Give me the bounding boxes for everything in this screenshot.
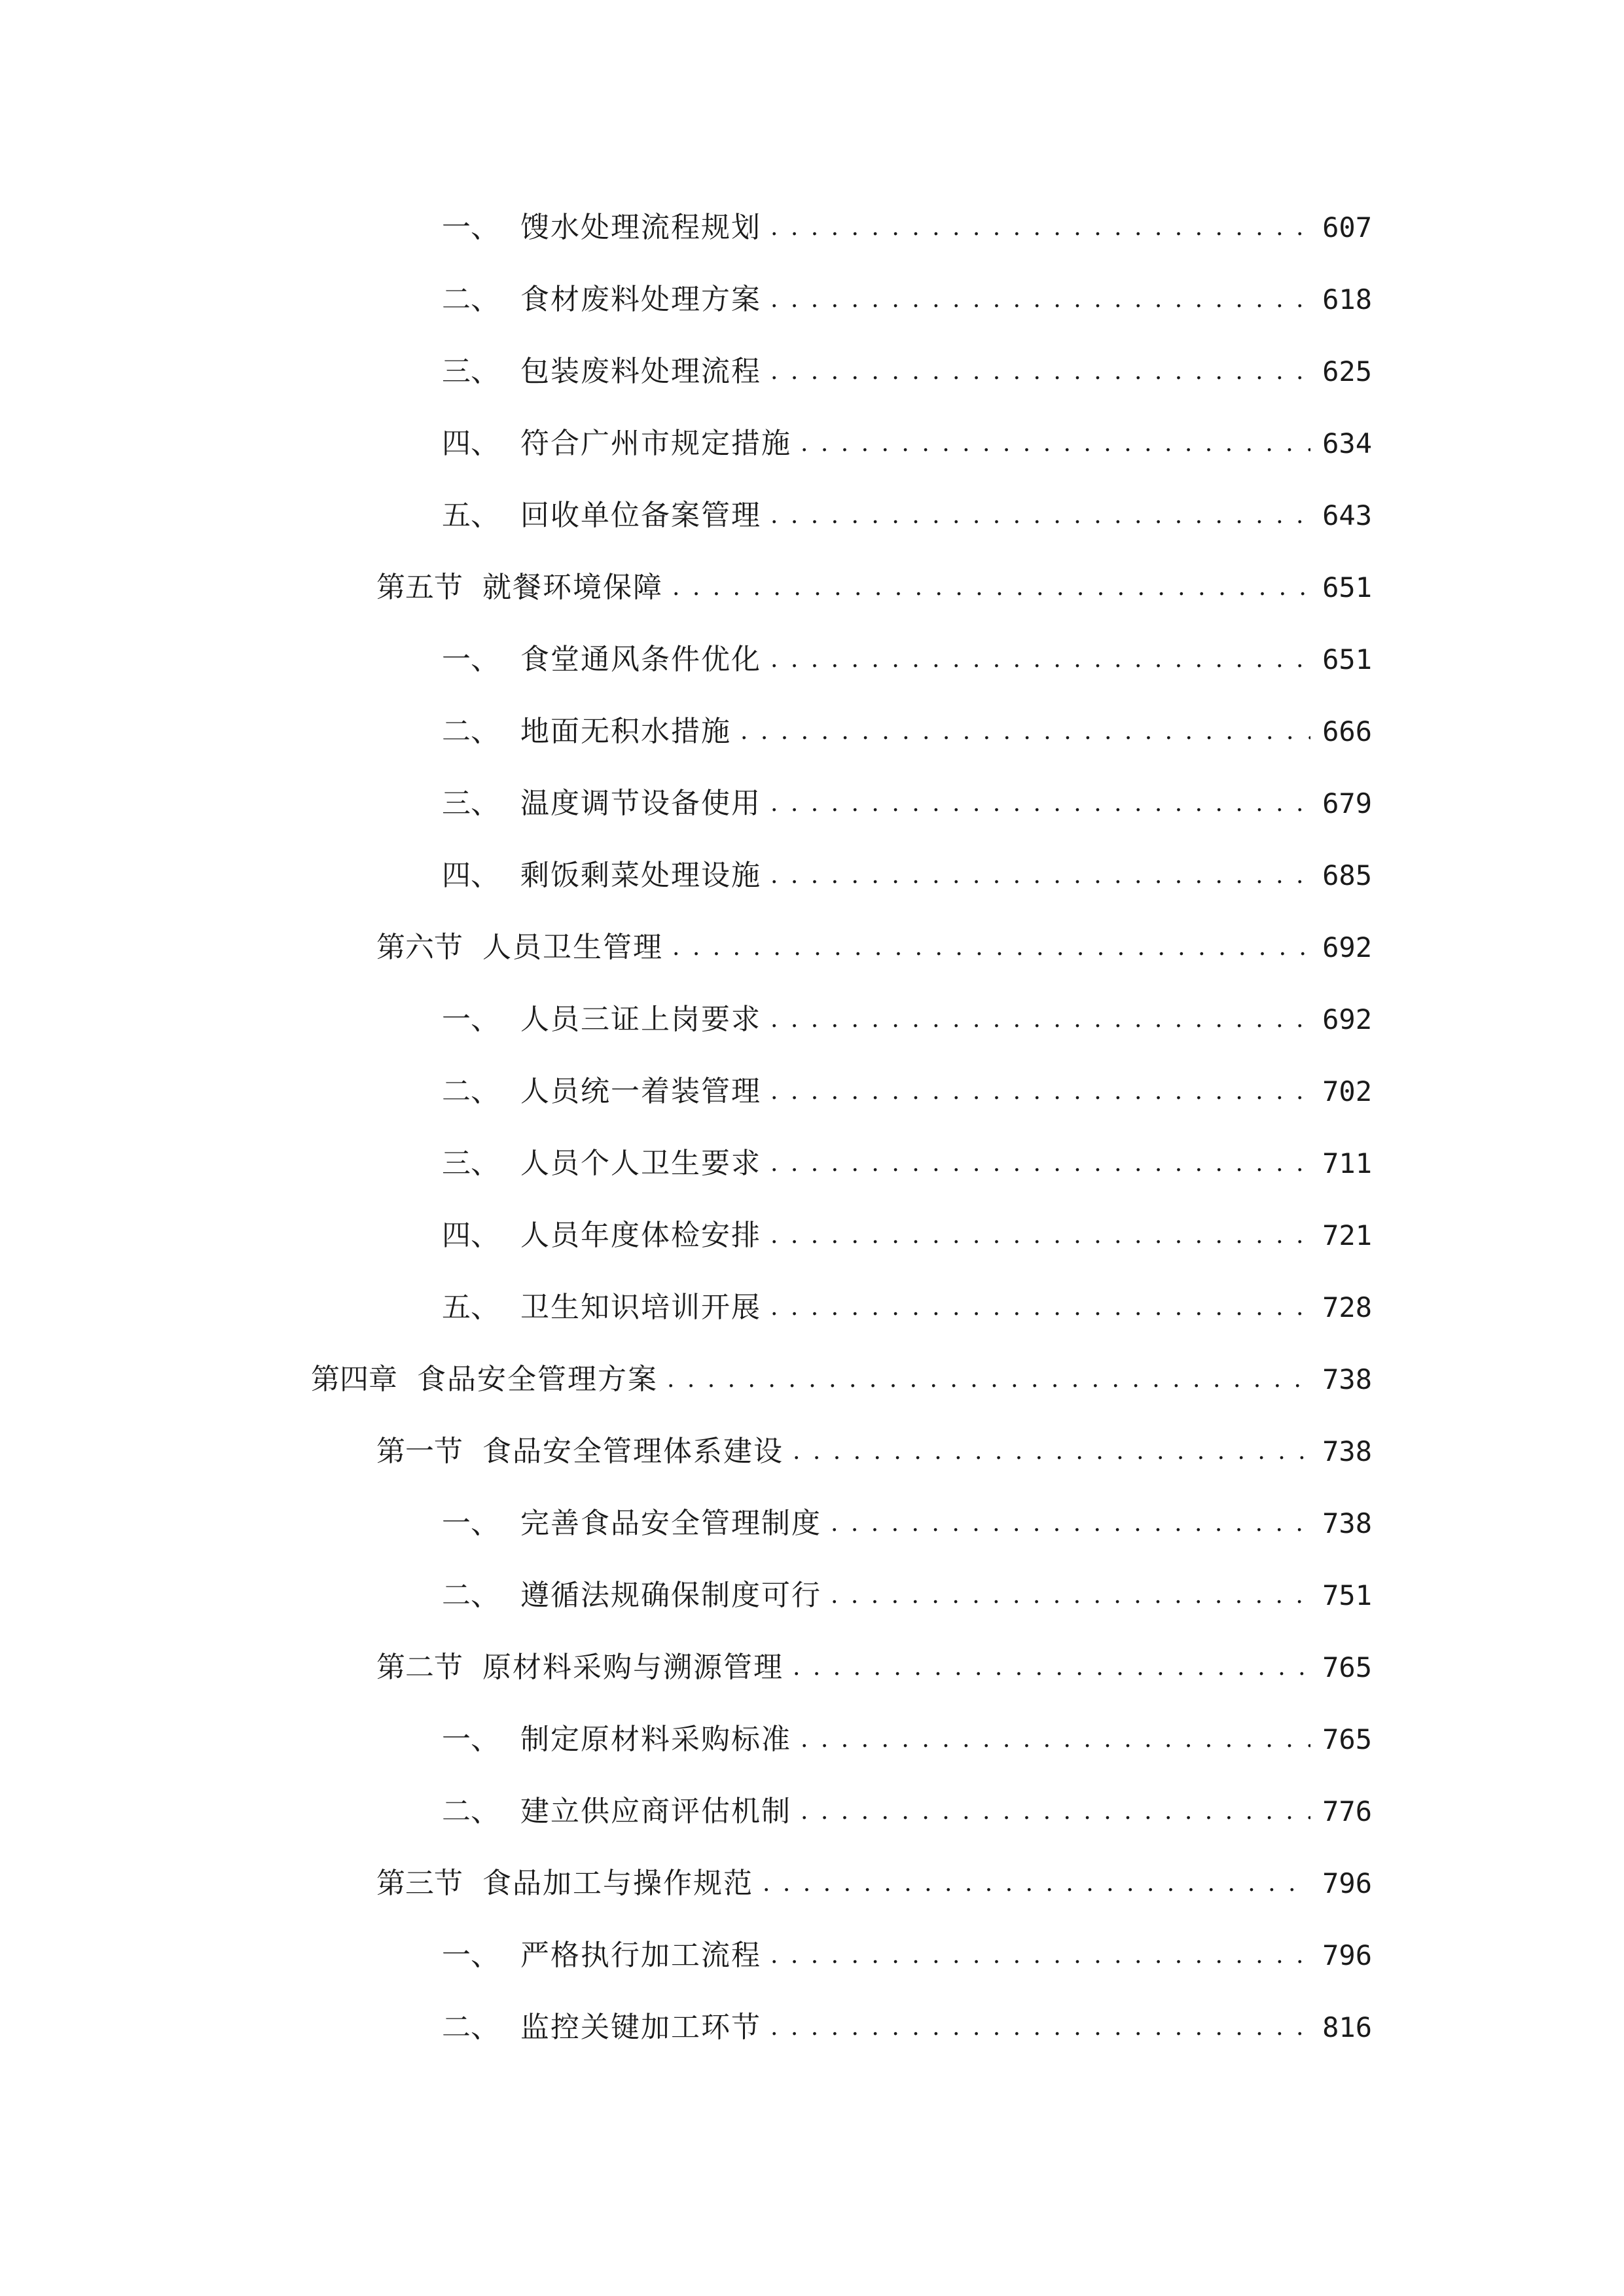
toc-section-entry[interactable] <box>376 1857 1372 1910</box>
dot-leader <box>801 1785 1310 1838</box>
toc-entry-title: 就餐环境保障 <box>482 571 663 604</box>
toc-entry-number: 一、 <box>442 211 499 244</box>
dot-leader <box>667 1354 1310 1406</box>
toc-entry[interactable] <box>442 490 1372 542</box>
toc-entry-title: 严格执行加工流程 <box>520 1939 761 1972</box>
toc-entry-number: 一、 <box>442 1723 499 1756</box>
toc-chapter-entry[interactable] <box>311 1354 1372 1406</box>
toc-entry-number: 第四章 <box>311 1363 397 1396</box>
toc-entry[interactable] <box>442 202 1372 254</box>
dot-leader <box>770 634 1310 686</box>
toc-entry[interactable] <box>442 1929 1372 1982</box>
toc-entry-number: 四、 <box>442 1219 499 1252</box>
dot-leader <box>770 274 1310 326</box>
toc-entry[interactable] <box>442 346 1372 398</box>
dot-leader <box>770 1138 1310 1190</box>
toc-entry-title: 地面无积水措施 <box>520 715 731 748</box>
dot-leader <box>831 1570 1310 1622</box>
toc-entry-number: 第一节 <box>376 1435 463 1468</box>
toc-entry[interactable] <box>442 418 1372 470</box>
toc-entry-number: 一、 <box>442 1507 499 1540</box>
toc-entry-title: 食材废料处理方案 <box>520 283 761 316</box>
toc-entry-number: 三、 <box>442 1147 499 1180</box>
toc-entry-number: 第六节 <box>376 931 463 964</box>
dot-leader <box>801 1713 1310 1766</box>
toc-entry-number: 五、 <box>442 1291 499 1324</box>
toc-entry-number: 二、 <box>442 1795 499 1828</box>
toc-entry[interactable] <box>442 1282 1372 1334</box>
dot-leader <box>770 994 1310 1046</box>
toc-entry-title: 食堂通风条件优化 <box>520 643 761 676</box>
dot-leader <box>672 922 1310 974</box>
toc-entry[interactable] <box>442 994 1372 1046</box>
toc-entry-title: 馊水处理流程规划 <box>520 211 761 244</box>
toc-entry-title: 回收单位备案管理 <box>520 499 761 532</box>
toc-entry[interactable] <box>442 706 1372 758</box>
dot-leader <box>793 1426 1310 1478</box>
toc-entry-title: 温度调节设备使用 <box>520 787 761 820</box>
toc-entry-number: 一、 <box>442 643 499 676</box>
dot-leader <box>770 1282 1310 1334</box>
toc-entry-number: 四、 <box>442 859 499 892</box>
toc-entry-title: 人员年度体检安排 <box>520 1219 761 1252</box>
toc-entry-number: 一、 <box>442 1003 499 1036</box>
toc-entry[interactable] <box>442 1713 1372 1766</box>
toc-entry[interactable] <box>442 274 1372 326</box>
toc-entry[interactable] <box>442 1210 1372 1262</box>
dot-leader <box>770 778 1310 830</box>
toc-entry-page: 796 <box>1322 1867 1372 1899</box>
toc-entry-title: 人员三证上岗要求 <box>520 1003 761 1036</box>
toc-entry-page: 702 <box>1322 1075 1372 1107</box>
toc-entry-title: 食品安全管理体系建设 <box>482 1435 784 1468</box>
dot-leader <box>801 418 1310 470</box>
toc-entry-title: 剩饭剩菜处理设施 <box>520 859 761 892</box>
toc-entry-page: 634 <box>1322 427 1372 459</box>
toc-entry-page: 625 <box>1322 355 1372 387</box>
toc-entry-page: 765 <box>1322 1723 1372 1755</box>
toc-entry[interactable] <box>442 1066 1372 1118</box>
toc-entry-page: 738 <box>1322 1363 1372 1395</box>
toc-entry[interactable] <box>442 634 1372 686</box>
toc-entry[interactable] <box>442 1570 1372 1622</box>
toc-section-entry[interactable] <box>376 562 1372 614</box>
toc-entry-page: 751 <box>1322 1579 1372 1611</box>
toc-entry[interactable] <box>442 850 1372 902</box>
toc-entry-page: 796 <box>1322 1939 1372 1971</box>
dot-leader <box>831 1498 1310 1550</box>
dot-leader <box>793 1641 1310 1694</box>
toc-entry-title: 人员个人卫生要求 <box>520 1147 761 1180</box>
dot-leader <box>770 1066 1310 1118</box>
toc-entry-number: 二、 <box>442 283 499 316</box>
toc-entry-number: 二、 <box>442 2011 499 2044</box>
toc-entry-page: 692 <box>1322 931 1372 963</box>
toc-entry-number: 二、 <box>442 715 499 748</box>
toc-section-entry[interactable] <box>376 1426 1372 1478</box>
toc-entry-title: 符合广州市规定措施 <box>520 427 791 460</box>
dot-leader <box>770 1929 1310 1982</box>
toc-entry-page: 651 <box>1322 643 1372 675</box>
toc-entry[interactable] <box>442 778 1372 830</box>
dot-leader <box>770 2001 1310 2054</box>
toc-section-entry[interactable] <box>376 1641 1372 1694</box>
toc-entry-title: 人员统一着装管理 <box>520 1075 761 1108</box>
toc-entry-title: 建立供应商评估机制 <box>520 1795 791 1828</box>
toc-entry-title: 遵循法规确保制度可行 <box>520 1579 821 1612</box>
dot-leader <box>770 490 1310 542</box>
toc-entry[interactable] <box>442 2001 1372 2054</box>
toc-entry-page: 711 <box>1322 1147 1372 1179</box>
toc-entry-page: 679 <box>1322 787 1372 819</box>
toc-entry-number: 第二节 <box>376 1651 463 1684</box>
toc-entry-page: 816 <box>1322 2011 1372 2043</box>
toc-entry-page: 738 <box>1322 1435 1372 1467</box>
toc-entry-page: 685 <box>1322 859 1372 891</box>
toc-entry[interactable] <box>442 1138 1372 1190</box>
dot-leader <box>763 1857 1310 1910</box>
dot-leader <box>770 346 1310 398</box>
toc-entry-page: 651 <box>1322 571 1372 603</box>
toc-entry-number: 一、 <box>442 1939 499 1972</box>
toc-entry-number: 第五节 <box>376 571 463 604</box>
toc-entry-page: 728 <box>1322 1291 1372 1323</box>
dot-leader <box>770 202 1310 254</box>
toc-entry-title: 包装废料处理流程 <box>520 355 761 388</box>
toc-entry-title: 完善食品安全管理制度 <box>520 1507 821 1540</box>
toc-entry-number: 五、 <box>442 499 499 532</box>
toc-entry-title: 原材料采购与溯源管理 <box>482 1651 784 1684</box>
toc-entry-number: 第三节 <box>376 1867 463 1900</box>
toc-entry-number: 二、 <box>442 1075 499 1108</box>
toc-entry-page: 721 <box>1322 1219 1372 1251</box>
dot-leader <box>740 706 1310 758</box>
toc-entry-page: 643 <box>1322 499 1372 531</box>
toc-entry-title: 监控关键加工环节 <box>520 2011 761 2044</box>
toc-entry-page: 776 <box>1322 1795 1372 1827</box>
toc-entry-page: 738 <box>1322 1507 1372 1539</box>
toc-entry-page: 692 <box>1322 1003 1372 1035</box>
toc-entry-page: 765 <box>1322 1651 1372 1683</box>
toc-section-entry[interactable] <box>376 922 1372 974</box>
toc-entry-number: 三、 <box>442 787 499 820</box>
toc-entry-number: 四、 <box>442 427 499 460</box>
toc-entry-number: 三、 <box>442 355 499 388</box>
dot-leader <box>770 1210 1310 1262</box>
toc-entry-number: 二、 <box>442 1579 499 1612</box>
toc-entry-title: 卫生知识培训开展 <box>520 1291 761 1324</box>
toc-entry[interactable] <box>442 1785 1372 1838</box>
toc-entry-page: 607 <box>1322 211 1372 243</box>
toc-entry-title: 食品安全管理方案 <box>417 1363 658 1396</box>
toc-entry-page: 666 <box>1322 715 1372 747</box>
toc-entry[interactable] <box>442 1498 1372 1550</box>
dot-leader <box>770 850 1310 902</box>
toc-entry-title: 人员卫生管理 <box>482 931 663 964</box>
toc-entry-title: 制定原材料采购标准 <box>520 1723 791 1756</box>
toc-entry-page: 618 <box>1322 283 1372 315</box>
dot-leader <box>672 562 1310 614</box>
toc-entry-title: 食品加工与操作规范 <box>482 1867 753 1900</box>
